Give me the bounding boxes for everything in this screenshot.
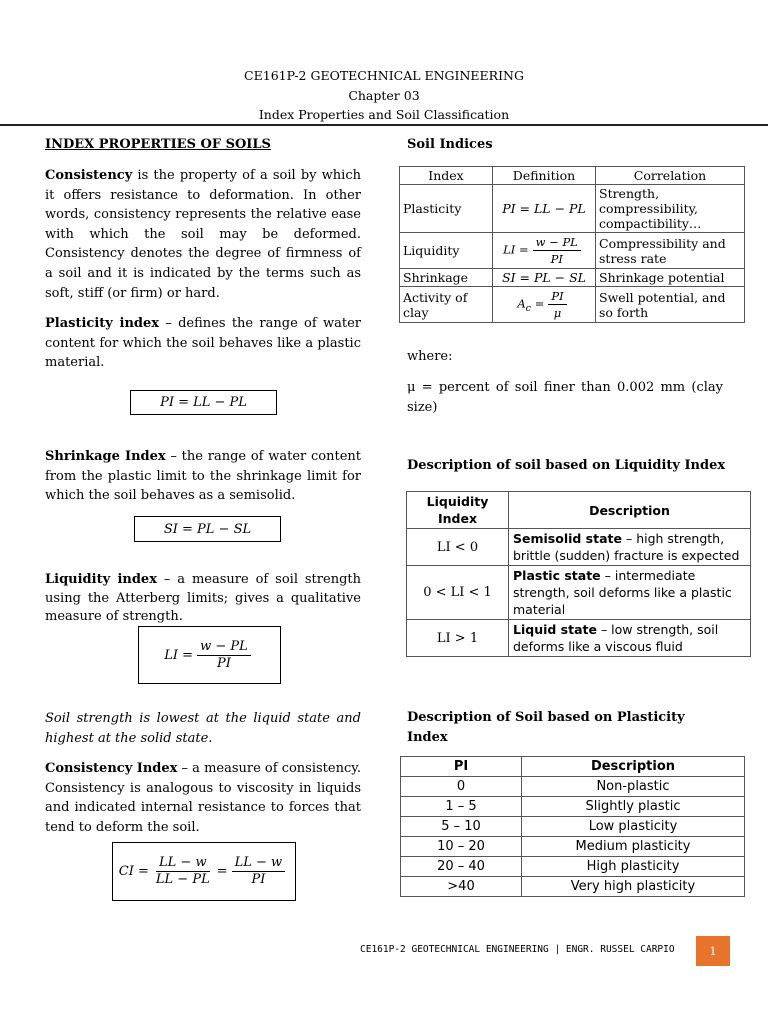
topic-title: Index Properties and Soil Classification: [258, 107, 510, 122]
plasticity-table-heading: Description of Soil based on Plasticity Index: [407, 710, 685, 745]
state-term: Plastic state: [513, 568, 601, 583]
ac-subscript: c: [525, 302, 532, 314]
liquidity-term: Liquidity index: [45, 572, 157, 587]
ci-denominator-1: LL − PL: [155, 872, 210, 887]
section-heading: INDEX PROPERTIES OF SOILS: [45, 137, 271, 152]
table-cell: Very high plasticity: [522, 877, 745, 897]
table-row: [400, 233, 745, 269]
table-cell: [493, 233, 596, 269]
table-cell: Compressibility and stress rate: [596, 233, 745, 269]
consistency-index-text: – a measure of consistency. Consistency is analogous to viscosity in liquids and indicated internal resistance to forces that tend to deform the soil.: [45, 761, 361, 835]
table-cell: 1 – 5: [401, 797, 522, 817]
liquidity-table-heading: Description of soil based on Liquidity Index: [407, 458, 726, 473]
table-cell: PI = LL − PL: [493, 185, 596, 233]
li-denominator: PI: [216, 655, 231, 671]
table-cell: LI > 1: [407, 620, 509, 657]
header-rule: [0, 124, 768, 126]
table-cell: 0: [401, 777, 522, 797]
table-row: [407, 529, 751, 566]
table-cell: 20 – 40: [401, 857, 522, 877]
footer-text: CE161P-2 GEOTECHNICAL ENGINEERING | ENGR. RUSSEL CARPIO: [360, 944, 675, 955]
ci-formula-box: [112, 842, 296, 901]
plasticity-description-table: [400, 756, 745, 897]
table-cell: 10 – 20: [401, 837, 522, 857]
li-lhs-table: LI =: [503, 242, 529, 257]
table-row: [400, 269, 745, 287]
ac-numerator: PI: [548, 288, 566, 305]
chapter-label: Chapter 03: [348, 88, 420, 103]
liquidity-description-table: [406, 491, 751, 657]
li-fraction-table: [533, 234, 581, 267]
course-title: CE161P-2 GEOTECHNICAL ENGINEERING: [244, 68, 524, 83]
table-header-row: [401, 757, 745, 777]
table-row: [401, 777, 745, 797]
ci-numerator-1: LL − w: [156, 855, 210, 872]
soil-indices-table: [399, 166, 745, 323]
table-header: Correlation: [596, 167, 745, 185]
table-row: [400, 287, 745, 323]
soil-indices-heading: Soil Indices: [407, 137, 493, 152]
ci-equals: =: [216, 864, 228, 879]
consistency-index-paragraph: [45, 759, 361, 837]
ci-fraction-2: [232, 855, 286, 888]
si-formula-box: [134, 516, 281, 542]
table-cell: Slightly plastic: [522, 797, 745, 817]
ac-equals: =: [534, 296, 545, 311]
table-row: [401, 857, 745, 877]
table-cell: Activity of clay: [400, 287, 493, 323]
table-cell: [509, 620, 751, 657]
table-cell: Plasticity: [400, 185, 493, 233]
table-cell: [509, 529, 751, 566]
table-header: Description: [509, 492, 751, 529]
ci-lhs: CI =: [118, 864, 149, 879]
shrinkage-term: Shrinkage Index: [45, 449, 166, 464]
consistency-index-term: Consistency Index: [45, 761, 178, 776]
table-row: [401, 797, 745, 817]
ac-fraction: [548, 288, 566, 321]
li-numerator-table: w − PL: [533, 234, 581, 251]
liquidity-text: – a measure of soil strength using the Atterberg limits; gives a qualitative measure of strength.: [45, 572, 361, 624]
consistency-text: is the property of a soil by which it offers resistance to deformation. In other words, consistency represents the relative ease with which the soil may be deformed. Consistency denotes the degree of firmness of a soil and it is indicated by the terms such as soft, stiff (or firm) or hard.: [45, 168, 361, 301]
table-cell: [493, 287, 596, 323]
table-cell: Shrinkage: [400, 269, 493, 287]
si-formula: SI = PL − SL: [163, 521, 252, 537]
consistency-paragraph: [45, 166, 361, 303]
table-row: [401, 837, 745, 857]
table-row: [401, 817, 745, 837]
table-cell: SI = PL − SL: [493, 269, 596, 287]
ci-fraction-1: [153, 855, 213, 888]
state-term: Liquid state: [513, 622, 597, 637]
li-formula-box: [138, 626, 281, 684]
state-desc: – intermediate strength, soil deforms like a plastic material: [513, 568, 732, 617]
table-header: PI: [401, 757, 522, 777]
plasticity-text: – defines the range of water content for which the soil behaves like a plastic material.: [45, 316, 362, 371]
table-cell: Strength, compressibility, compactibility…: [596, 185, 745, 233]
table-header-row: [407, 492, 751, 529]
page-number: 1: [696, 936, 730, 966]
table-cell: Shrinkage potential: [596, 269, 745, 287]
shrinkage-paragraph: [45, 447, 361, 506]
table-header: Definition: [493, 167, 596, 185]
ac-denominator: μ: [553, 306, 562, 320]
shrinkage-text: – the range of water content from the plastic limit to the shrinkage limit for which the soil behaves as a semisolid.: [45, 449, 361, 504]
table-header: Description: [522, 757, 745, 777]
table-header: Liquidity Index: [407, 492, 509, 529]
li-denominator-table: PI: [550, 252, 563, 266]
table-header-row: [400, 167, 745, 185]
table-cell: Liquidity: [400, 233, 493, 269]
ci-denominator-2: PI: [251, 872, 266, 887]
li-lhs: LI =: [164, 647, 194, 663]
table-cell: 0 < LI < 1: [407, 566, 509, 620]
li-numerator: w − PL: [197, 639, 251, 656]
where-label: where:: [407, 349, 453, 364]
pi-formula-box: [130, 390, 277, 415]
plasticity-term: Plasticity index: [45, 316, 160, 331]
state-desc: – high strength, brittle (sudden) fracture is expected: [513, 531, 740, 563]
table-cell: >40: [401, 877, 522, 897]
table-cell: 5 – 10: [401, 817, 522, 837]
consistency-term: Consistency: [45, 168, 133, 183]
liquidity-paragraph: [45, 571, 361, 627]
ci-numerator-2: LL − w: [232, 855, 286, 872]
table-row: [400, 185, 745, 233]
mu-definition: μ = percent of soil finer than 0.002 mm (clay size): [407, 380, 723, 415]
ac-symbol: A: [517, 296, 526, 311]
table-row: [401, 877, 745, 897]
table-cell: Non-plastic: [522, 777, 745, 797]
plasticity-paragraph: [45, 314, 361, 373]
table-row: [407, 566, 751, 620]
table-header: Index: [400, 167, 493, 185]
table-cell: Low plasticity: [522, 817, 745, 837]
li-fraction: [197, 639, 251, 672]
table-row: [407, 620, 751, 657]
table-cell: [509, 566, 751, 620]
state-term: Semisolid state: [513, 531, 622, 546]
table-cell: High plasticity: [522, 857, 745, 877]
table-cell: Swell potential, and so forth: [596, 287, 745, 323]
table-cell: LI < 0: [407, 529, 509, 566]
italic-note: Soil strength is lowest at the liquid state and highest at the solid state.: [45, 711, 361, 746]
table-cell: Medium plasticity: [522, 837, 745, 857]
state-desc: – low strength, soil deforms like a viscous fluid: [513, 622, 719, 654]
pi-formula: PI = LL − PL: [160, 395, 247, 410]
